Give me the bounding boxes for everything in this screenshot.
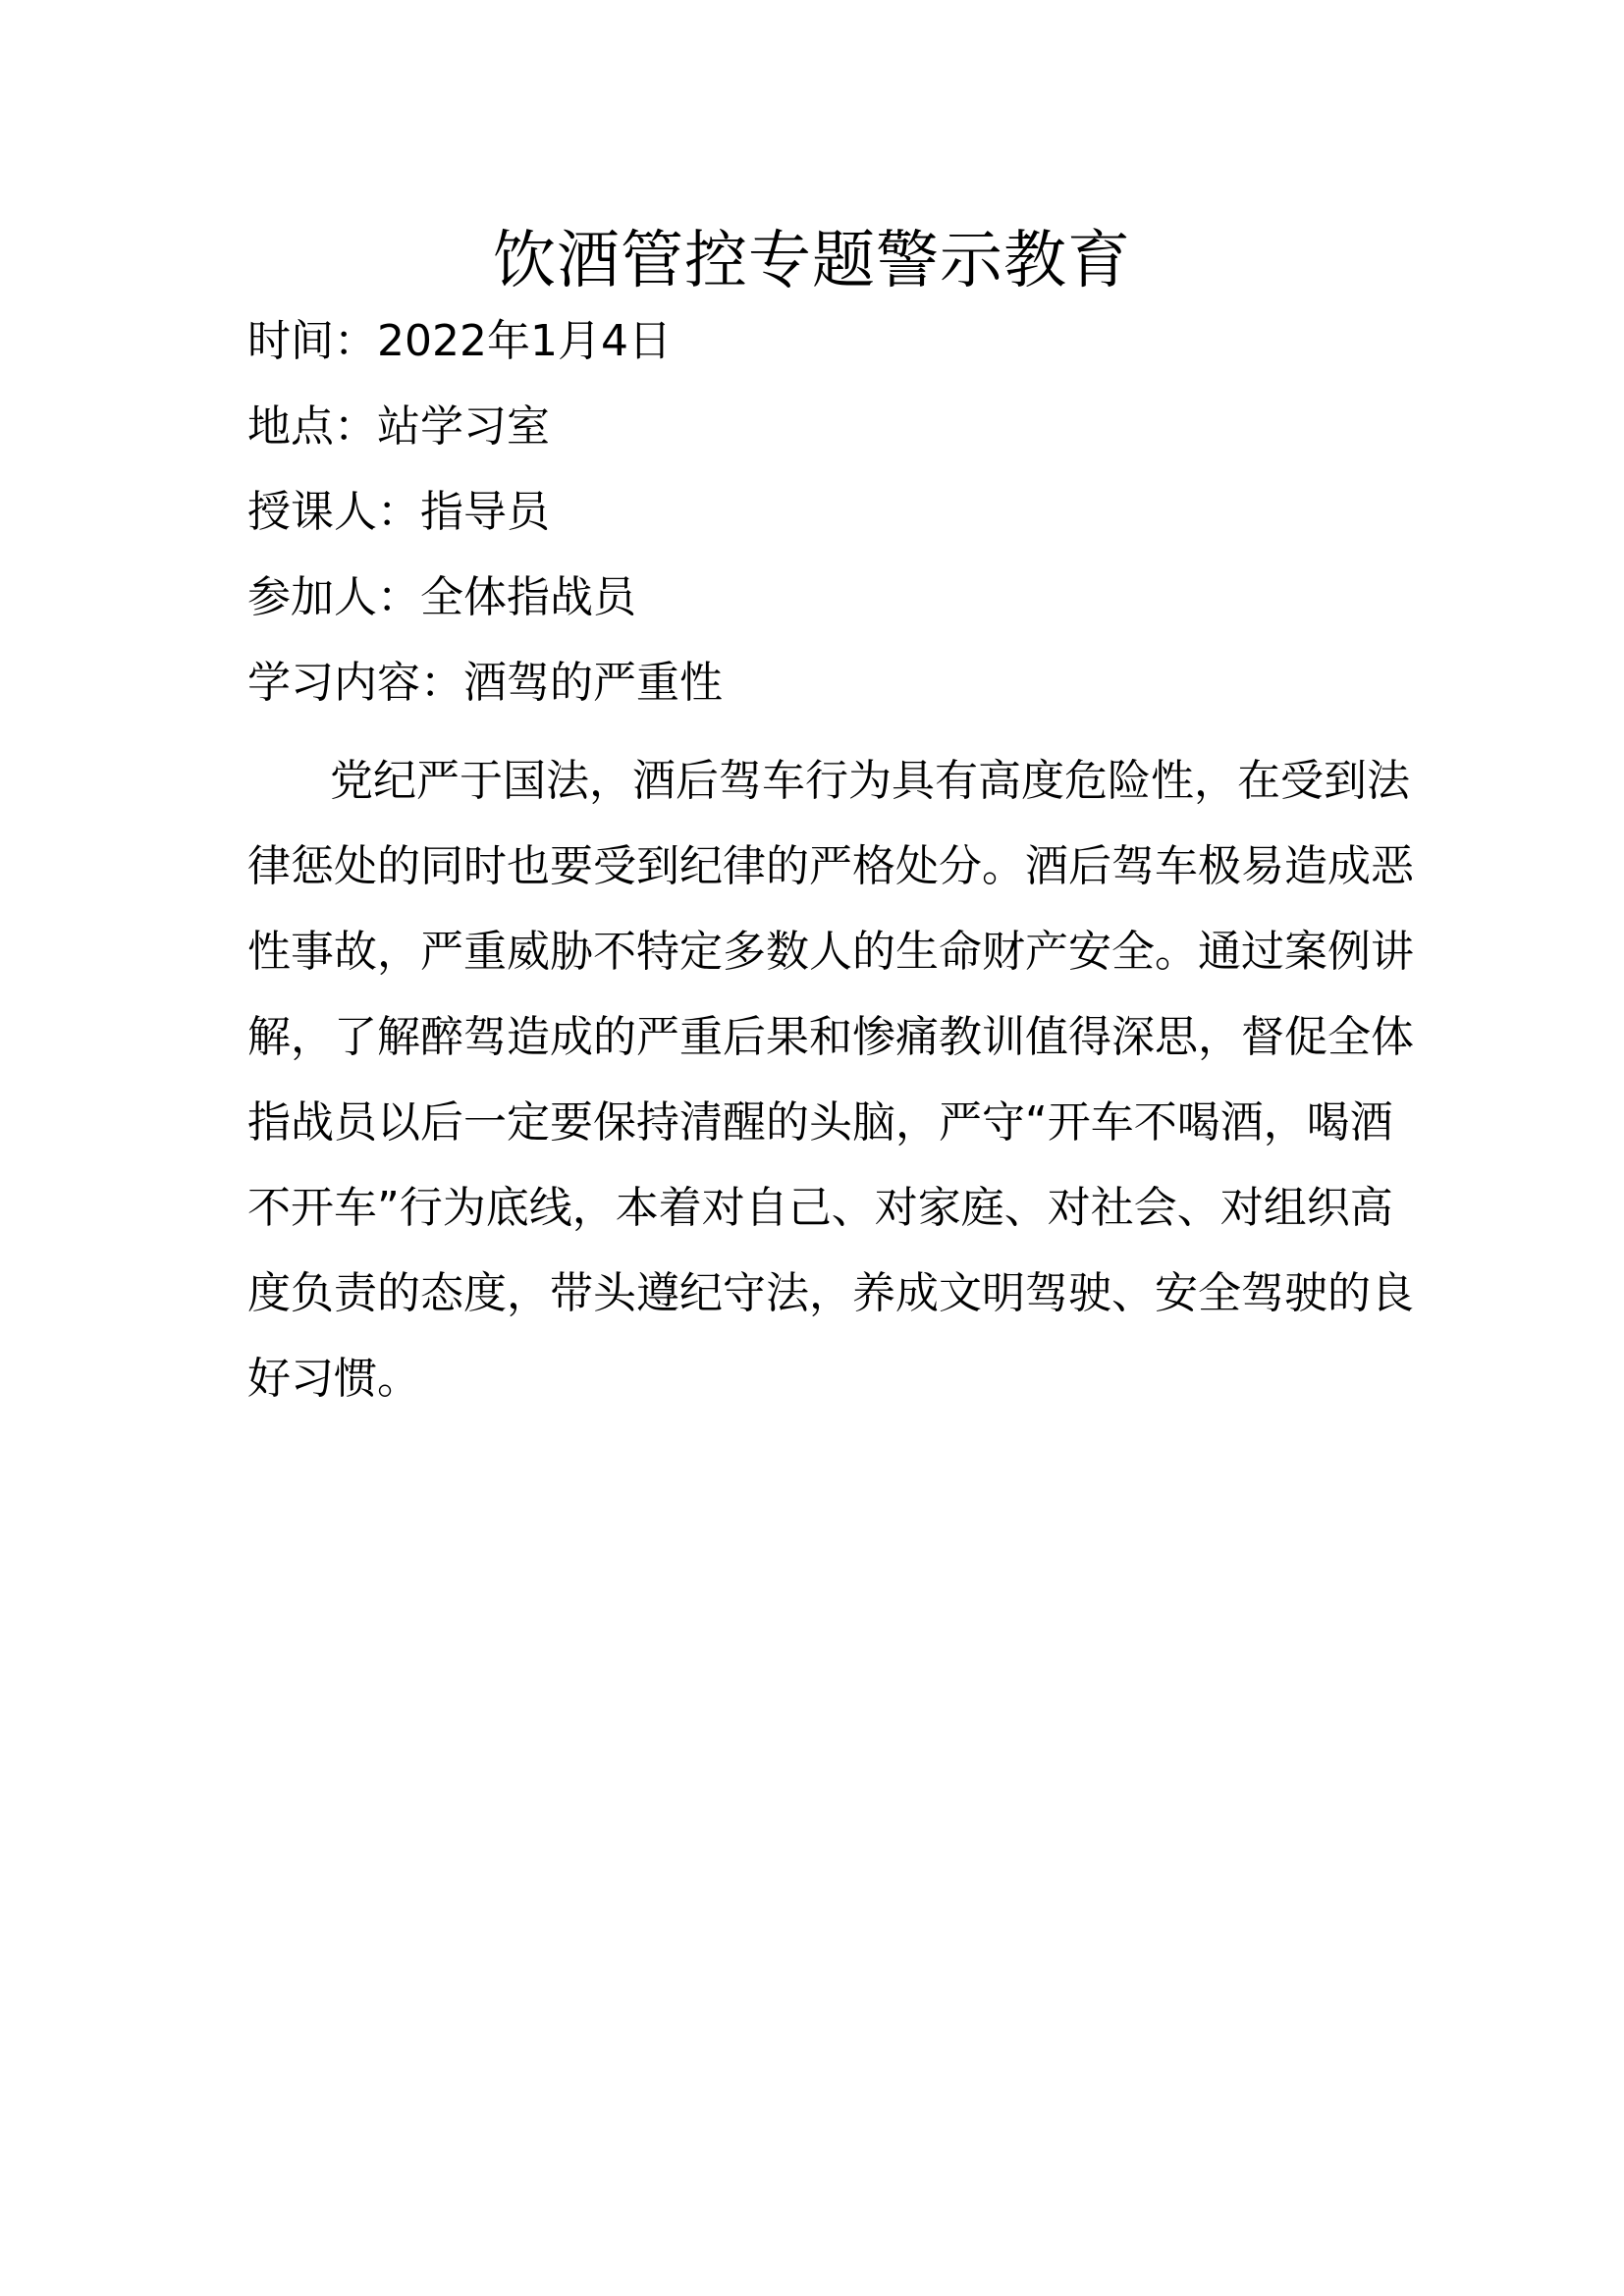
body-paragraph (247, 738, 1414, 1421)
body-line (247, 738, 1410, 824)
meta-location-label: 地点： (247, 401, 377, 452)
body-line-text: 党纪严于国法，酒后驾车行为具有高度危险性，在受到法 (330, 756, 1410, 806)
meta-time-value: 2022年1月4日 (377, 316, 672, 366)
meta-content-label: 学习内容： (247, 658, 463, 708)
body-line: 度负责的态度，带头遵纪守法，养成文明驾驶、安全驾驶的良 (247, 1268, 1414, 1318)
meta-content-value: 酒驾的严重性 (463, 658, 723, 708)
meta-participants-label: 参加人： (247, 572, 420, 622)
meta-participants-value: 全体指战员 (420, 572, 636, 622)
body-line: 性事故，严重威胁不特定多数人的生命财产安全。通过案例讲 (247, 927, 1414, 977)
body-line: 律惩处的同时也要受到纪律的严格处分。酒后驾车极易造成恶 (247, 841, 1414, 891)
meta-time (247, 312, 672, 371)
meta-participants (247, 568, 636, 627)
meta-content (247, 654, 723, 713)
body-line: 好习惯。 (247, 1354, 420, 1404)
document-title: 饮酒管控专题警示教育 (493, 225, 1131, 297)
body-line: 指战员以后一定要保持清醒的头脑，严守“开车不喝酒，喝酒 (247, 1097, 1393, 1148)
meta-instructor-value: 指导员 (420, 487, 550, 537)
meta-location (247, 398, 550, 456)
meta-instructor (247, 483, 550, 542)
meta-time-label: 时间： (247, 316, 377, 366)
body-line: 解，了解醉驾造成的严重后果和惨痛教训值得深思，督促全体 (247, 1012, 1414, 1062)
meta-instructor-label: 授课人： (247, 487, 420, 537)
meta-location-value: 站学习室 (377, 401, 550, 452)
body-line: 不开车”行为底线，本着对自己、对家庭、对社会、对组织高 (247, 1183, 1393, 1233)
